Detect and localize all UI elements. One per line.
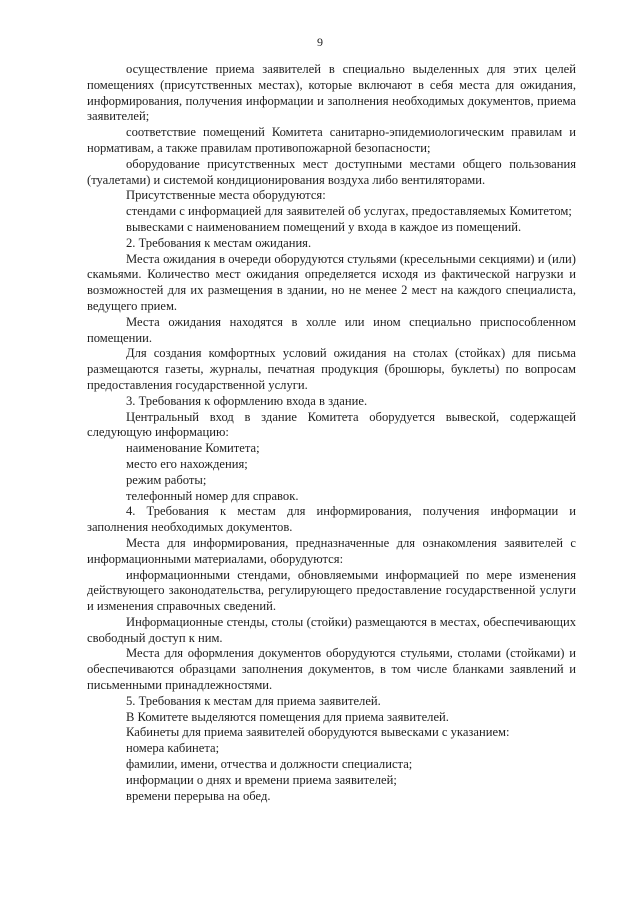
paragraph: Информационные стенды, столы (стойки) размещаются в местах, обеспечивающих свободный доступ к ним.	[87, 614, 576, 645]
paragraph: Присутственные места оборудуются:	[126, 188, 326, 203]
paragraph: место его нахождения;	[126, 456, 248, 471]
document-body	[87, 62, 576, 804]
paragraph: 3. Требования к оформлению входа в здание.	[126, 393, 368, 408]
paragraph: Места для информирования, предназначенные для ознакомления заявителей с информационными материалами, оборудуются:	[87, 535, 576, 566]
paragraph: 5. Требования к местам для приема заявителей.	[126, 693, 381, 708]
paragraph: фамилии, имени, отчества и должности специалиста;	[126, 757, 413, 772]
paragraph: наименование Комитета;	[126, 441, 260, 456]
paragraph: соответствие помещений Комитета санитарно-эпидемиологическим правилам и нормативам, а также правилам противопожарной безопасности;	[87, 125, 576, 155]
paragraph: Центральный вход в здание Комитета оборудуется вывеской, содержащей следующую информацию:	[87, 409, 576, 440]
paragraph: телефонный номер для справок.	[126, 488, 299, 503]
paragraph: вывесками с наименованием помещений у входа в каждое из помещений.	[126, 219, 522, 234]
paragraph: информации о днях и времени приема заявителей;	[126, 772, 397, 787]
page-number: 9	[317, 35, 323, 49]
paragraph: информационными стендами, обновляемыми информацией по мере изменения действующего законодательства, регулирующего предоставление государственной услуги и изменения справочных сведений.	[87, 567, 576, 614]
paragraph: Кабинеты для приема заявителей оборудуются вывесками с указанием:	[126, 725, 510, 740]
paragraph: Места ожидания в очереди оборудуются стульями (кресельными секциями) и (или) скамьями. Количество мест ожидания определяется исходя из фактической нагрузки и возможностей для их размещения в здании, но не менее 2 мест на каждого специалиста, ведущего прием.	[87, 251, 576, 313]
paragraph: стендами с информацией для заявителей об услугах, предоставляемых Комитетом;	[126, 204, 572, 219]
paragraph: времени перерыва на обед.	[126, 788, 271, 803]
paragraph: оборудование присутственных мест доступными местами общего пользования (туалетами) и системой кондиционирования воздуха либо вентиляторами.	[87, 156, 576, 187]
paragraph: 2. Требования к местам ожидания.	[126, 235, 312, 250]
paragraph: Для создания комфортных условий ожидания на столах (стойках) для письма размещаются газеты, журналы, печатная продукция (брошюры, буклеты) по вопросам предоставления государственной услуги.	[87, 346, 576, 392]
paragraph: осуществление приема заявителей в специально выделенных для этих целей помещениях (присутственных местах), которые включают в себя места для ожидания, информирования, получения информации и заполнения необходимых документов, приема заявителей;	[87, 62, 576, 124]
paragraph: режим работы;	[126, 472, 207, 487]
paragraph: Места ожидания находятся в холле или ином специально приспособленном помещении.	[87, 314, 576, 345]
paragraph: 4. Требования к местам для информирования, получения информации и заполнения необходимых документов.	[87, 504, 576, 535]
paragraph: номера кабинета;	[126, 741, 220, 756]
paragraph: В Комитете выделяются помещения для приема заявителей.	[126, 709, 449, 724]
paragraph: Места для оформления документов оборудуются стульями, столами (стойками) и обеспечиваются образцами заполнения документов, в том числе бланками заявлений и письменными принадлежностями.	[87, 646, 576, 693]
